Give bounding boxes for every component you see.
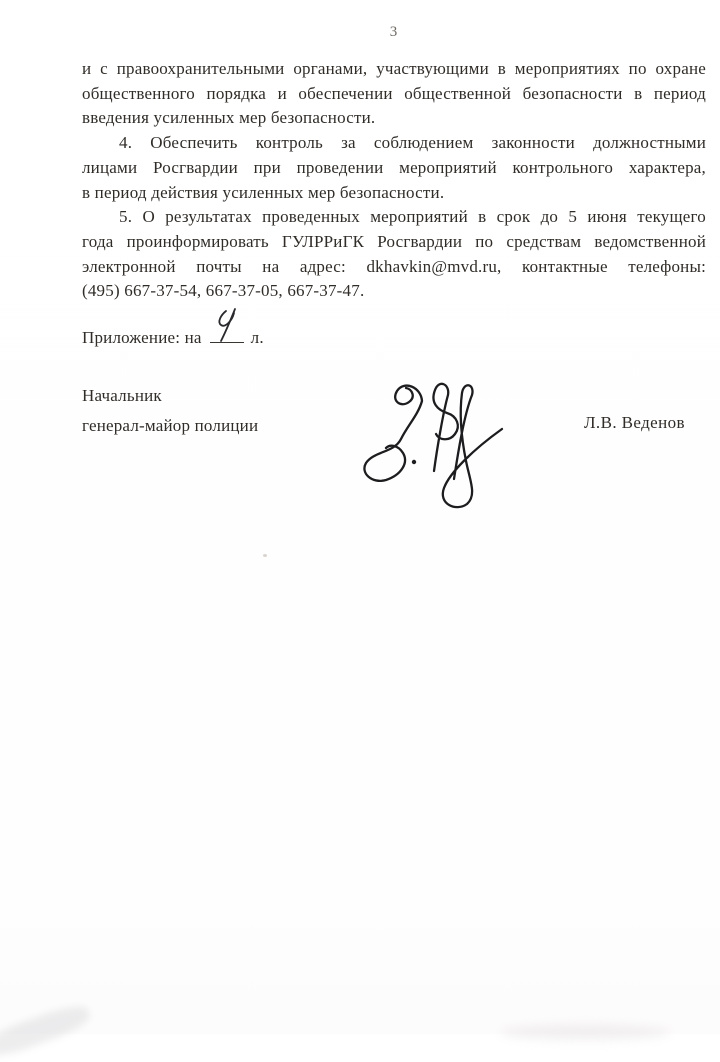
signoff-name: Л.В. Веденов [584,413,685,432]
scan-speck [263,554,267,557]
paragraph-item4-line: 4. Обеспечить контроль за соблюдением законности должностными [119,133,706,153]
signoff-position [82,381,258,440]
page-number: 3 [389,24,399,40]
signoff-position-line2: генерал-майор полиции [82,415,259,435]
signature-dot [412,460,416,464]
signoff-position-line1: Начальник [82,386,162,405]
paragraph-intro-line: введения усиленных мер безопасности. [82,108,376,128]
paragraph-item4-line: лицами Росгвардии при проведении мероприятий контрольного характера, [82,157,706,177]
attachment-line [82,325,264,348]
paragraph-item5-line: 5. О результатах проведенных мероприятий в срок до 5 июня текущего [119,207,706,227]
paragraph-item4-line: в период действия усиленных мер безопасности. [82,182,445,202]
handwritten-sheet-count [213,306,239,344]
paragraph-intro-line: и с правоохранительными органами, участвующими в мероприятиях по охране [82,59,706,78]
paragraph-item5-line: (495) 667-37-54, 667-37-05, 667-37-47. [82,281,365,301]
attachment-label-after: л. [250,328,264,347]
paragraph-item5-line: электронной почты на адрес: dkhavkin@mvd.ru, контактные телефоны: [82,256,706,276]
signature-scrawl [350,357,530,515]
scan-artifact-smudge [500,1024,670,1040]
document-body [82,57,706,304]
paragraph-intro-line: общественного порядка и обеспечении общественной безопасности в период [82,83,706,103]
scan-artifact-corner [0,1000,93,1062]
paragraph-item5-line: года проинформировать ГУЛРРиГК Росгвардии по средствам ведомственной [82,231,706,251]
attachment-label-before: Приложение: на [82,328,202,347]
attachment-sheet-count-blank [210,325,244,343]
